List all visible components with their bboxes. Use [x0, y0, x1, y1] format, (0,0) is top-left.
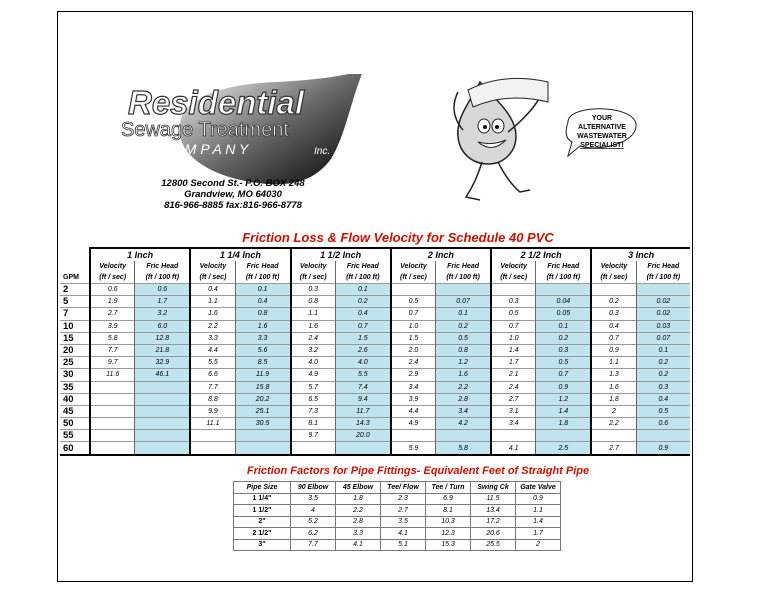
- fric-head-cell: 3.3: [235, 332, 290, 344]
- table-row: [60, 430, 690, 442]
- fric-head-cell: [536, 430, 591, 442]
- fric-head-cell: 3.2: [135, 308, 190, 320]
- pipe-size-header: 3 Inch: [591, 248, 690, 261]
- velocity-cell: 3.3: [190, 332, 235, 344]
- fitting-value-cell: 0.9: [516, 493, 561, 505]
- fric-head-cell: 0.1: [436, 308, 491, 320]
- velocity-cell: 3.4: [391, 381, 436, 393]
- fitting-value-cell: 2.7: [381, 505, 426, 517]
- fric-head-cell: 1.8: [536, 418, 591, 430]
- fric-head-cell: 14.3: [335, 418, 390, 430]
- fric-head-cell: 0.2: [436, 320, 491, 332]
- fric-head-cell: 0.03: [636, 320, 690, 332]
- pipe-size-header-row: [60, 248, 690, 261]
- velocity-cell: 9.7: [90, 357, 135, 369]
- velocity-cell: 0.6: [90, 284, 135, 296]
- fitting-value-cell: 13.4: [471, 505, 516, 517]
- company-address: [133, 178, 333, 211]
- fric-head-cell: 0.8: [235, 308, 290, 320]
- fric-head-header: Fric Head: [135, 261, 190, 272]
- velocity-cell: [591, 284, 636, 296]
- fric-head-cell: 0.02: [636, 308, 690, 320]
- velocity-cell: 5.7: [291, 381, 336, 393]
- gpm-value: 5: [60, 296, 90, 308]
- velocity-cell: 3.2: [291, 344, 336, 356]
- table-row: [60, 308, 690, 320]
- fric-head-cell: 0.5: [436, 332, 491, 344]
- fitting-value-cell: 2.2: [336, 505, 381, 517]
- velocity-cell: [491, 430, 536, 442]
- address-line2: Grandview, MO 64030: [184, 189, 282, 200]
- fitting-value-cell: 8.1: [426, 505, 471, 517]
- fric-head-cell: 5.6: [235, 344, 290, 356]
- table-row: [60, 357, 690, 369]
- fitting-value-cell: 2.3: [381, 493, 426, 505]
- fric-head-cell: 0.1: [636, 344, 690, 356]
- velocity-unit: (ft / sec): [190, 272, 235, 284]
- logo-name-line2: Sewage Treatment: [121, 119, 289, 141]
- fitting-value-cell: 3.5: [381, 516, 426, 528]
- gpm-value: 10: [60, 320, 90, 332]
- fric-head-cell: [135, 418, 190, 430]
- fric-head-cell: 20.2: [235, 393, 290, 405]
- header-spacer: [60, 248, 90, 261]
- velocity-cell: [291, 442, 336, 455]
- fitting-value-cell: 6.9: [426, 493, 471, 505]
- velocity-cell: 6.6: [190, 369, 235, 381]
- velocity-cell: 5.8: [90, 332, 135, 344]
- velocity-header: Velocity: [591, 261, 636, 272]
- velocity-cell: 2.2: [591, 418, 636, 430]
- fric-head-cell: 1.7: [135, 296, 190, 308]
- fric-head-cell: [235, 442, 290, 455]
- fric-head-cell: [135, 442, 190, 455]
- table-row: [60, 284, 690, 296]
- logo-name-line1: Residential: [128, 84, 305, 121]
- velocity-cell: 7.7: [190, 381, 235, 393]
- velocity-unit: (ft / sec): [90, 272, 135, 284]
- velocity-header: Velocity: [90, 261, 135, 272]
- fric-head-cell: 1.2: [436, 357, 491, 369]
- fric-head-cell: 46.1: [135, 369, 190, 381]
- fric-head-cell: 15.8: [235, 381, 290, 393]
- fric-head-cell: 0.6: [636, 418, 690, 430]
- velocity-cell: 3.9: [391, 393, 436, 405]
- velocity-cell: 2.9: [391, 369, 436, 381]
- fric-head-cell: 32.9: [135, 357, 190, 369]
- company-logo: [116, 74, 398, 194]
- velocity-cell: 2.4: [491, 381, 536, 393]
- fittings-row: [234, 528, 561, 540]
- fric-head-cell: 0.07: [436, 296, 491, 308]
- fric-head-cell: 5.5: [335, 369, 390, 381]
- fitting-value-cell: 25.5: [471, 539, 516, 551]
- fric-head-cell: 0.8: [436, 344, 491, 356]
- velocity-cell: 0.7: [491, 320, 536, 332]
- velocity-cell: [190, 442, 235, 455]
- bubble-line3: WASTEWATER: [577, 133, 627, 140]
- fric-head-cell: 0.1: [235, 284, 290, 296]
- fric-head-cell: 2.8: [436, 393, 491, 405]
- fric-head-unit: (ft / 100 ft): [436, 272, 491, 284]
- fric-head-cell: 20.0: [335, 430, 390, 442]
- fittings-row: [234, 505, 561, 517]
- fric-head-cell: 0.9: [536, 381, 591, 393]
- velocity-cell: 0.5: [391, 296, 436, 308]
- pipe-size-header: 2 Inch: [391, 248, 491, 261]
- velocity-cell: 11.1: [190, 418, 235, 430]
- fric-head-cell: 5.8: [436, 442, 491, 455]
- fric-head-cell: 0.7: [335, 320, 390, 332]
- fric-head-header: Fric Head: [536, 261, 591, 272]
- fitting-value-cell: 3.3: [336, 528, 381, 540]
- pipe-size-header: 1 1/4 Inch: [190, 248, 290, 261]
- fric-head-cell: [135, 405, 190, 417]
- velocity-cell: [90, 430, 135, 442]
- gpm-value: 25: [60, 357, 90, 369]
- fric-head-header: Fric Head: [335, 261, 390, 272]
- fric-head-unit: (ft / 100 ft): [536, 272, 591, 284]
- gpm-value: 45: [60, 405, 90, 417]
- velocity-cell: 0.7: [391, 308, 436, 320]
- fric-head-cell: [436, 430, 491, 442]
- velocity-cell: 2.4: [291, 332, 336, 344]
- velocity-cell: 1.8: [591, 393, 636, 405]
- gpm-value: 55: [60, 430, 90, 442]
- gpm-value: 50: [60, 418, 90, 430]
- fric-head-unit: (ft / 100 ft): [235, 272, 290, 284]
- fitting-value-cell: 20.6: [471, 528, 516, 540]
- velocity-unit: (ft / sec): [291, 272, 336, 284]
- velocity-cell: 2.0: [391, 344, 436, 356]
- fric-head-cell: 9.4: [335, 393, 390, 405]
- velocity-cell: 2.2: [190, 320, 235, 332]
- fitting-value-cell: 5.1: [381, 539, 426, 551]
- fitting-value-cell: 4.1: [381, 528, 426, 540]
- gpm-value: 35: [60, 381, 90, 393]
- velocity-cell: 11.6: [90, 369, 135, 381]
- address-line1: 12800 Second St.- P.O. BOX 248: [161, 178, 305, 189]
- document-page: [57, 11, 693, 582]
- table-row: [60, 442, 690, 455]
- fittings-table-title: Friction Factors for Pipe Fittings- Equivalent Feet of Straight Pipe: [246, 465, 590, 477]
- velocity-cell: 2.1: [491, 369, 536, 381]
- fric-head-cell: 4.2: [436, 418, 491, 430]
- fittings-row: [234, 539, 561, 551]
- velocity-cell: 3.4: [491, 418, 536, 430]
- velocity-cell: 1.7: [491, 357, 536, 369]
- velocity-cell: 2.7: [591, 442, 636, 455]
- velocity-unit: (ft / sec): [591, 272, 636, 284]
- fric-head-cell: 30.5: [235, 418, 290, 430]
- velocity-cell: 1.5: [391, 332, 436, 344]
- velocity-cell: 4.4: [391, 405, 436, 417]
- fric-head-unit: (ft / 100 ft): [135, 272, 190, 284]
- pipe-size-cell: 2": [234, 516, 291, 528]
- fric-head-cell: 7.4: [335, 381, 390, 393]
- fitting-value-cell: 3.5: [291, 493, 336, 505]
- fric-head-cell: 3.4: [436, 405, 491, 417]
- fittings-header-cell: Gate Valve: [516, 482, 561, 494]
- velocity-unit: (ft / sec): [491, 272, 536, 284]
- fittings-header-cell: Tee/ Flow: [381, 482, 426, 494]
- fittings-row: [234, 516, 561, 528]
- velocity-cell: 9.7: [291, 430, 336, 442]
- fric-head-cell: 0.3: [636, 381, 690, 393]
- fric-head-cell: [235, 430, 290, 442]
- velocity-cell: [90, 381, 135, 393]
- velocity-cell: 1.0: [391, 320, 436, 332]
- bubble-line4: SPECIALIST!: [580, 142, 624, 149]
- fric-head-cell: 11.7: [335, 405, 390, 417]
- velocity-cell: 2.4: [391, 357, 436, 369]
- fric-head-cell: 0.02: [636, 296, 690, 308]
- velocity-cell: 4.9: [291, 369, 336, 381]
- gpm-value: 20: [60, 344, 90, 356]
- velocity-cell: [491, 284, 536, 296]
- gpm-label: GPM: [63, 274, 79, 281]
- pipe-size-header: 1 1/2 Inch: [291, 248, 391, 261]
- pipe-size-cell: 3": [234, 539, 291, 551]
- fric-head-cell: 0.9: [636, 442, 690, 455]
- gpm-value: 30: [60, 369, 90, 381]
- pipe-size-header: 2 1/2 Inch: [491, 248, 591, 261]
- fric-head-cell: 0.2: [335, 296, 390, 308]
- pipe-size-cell: 1 1/2": [234, 505, 291, 517]
- fric-head-cell: [536, 284, 591, 296]
- fric-head-cell: 2.6: [335, 344, 390, 356]
- velocity-cell: 7.3: [291, 405, 336, 417]
- fitting-value-cell: 12.3: [426, 528, 471, 540]
- velocity-cell: 1.1: [591, 357, 636, 369]
- velocity-cell: 8.8: [190, 393, 235, 405]
- fric-head-cell: 0.4: [235, 296, 290, 308]
- table-row: [60, 418, 690, 430]
- gpm-value: 2: [60, 284, 90, 296]
- velocity-cell: 6.5: [291, 393, 336, 405]
- fitting-value-cell: 2: [516, 539, 561, 551]
- pipe-fittings-table: [233, 481, 561, 551]
- fric-head-header: Fric Head: [636, 261, 690, 272]
- fric-head-cell: 0.2: [536, 332, 591, 344]
- velocity-cell: 9.9: [190, 405, 235, 417]
- velocity-cell: 1.6: [291, 320, 336, 332]
- gpm-value: 40: [60, 393, 90, 405]
- logo-name-suffix: Inc.: [314, 146, 331, 157]
- velocity-cell: 0.3: [491, 296, 536, 308]
- fric-head-cell: 0.4: [636, 393, 690, 405]
- fric-head-cell: 0.07: [636, 332, 690, 344]
- fric-head-cell: 8.5: [235, 357, 290, 369]
- velocity-cell: 0.4: [591, 320, 636, 332]
- fric-head-header: Fric Head: [235, 261, 290, 272]
- velocity-cell: 5.9: [391, 442, 436, 455]
- gpm-value: 7: [60, 308, 90, 320]
- fric-head-cell: 0.2: [636, 357, 690, 369]
- fitting-value-cell: 1.1: [516, 505, 561, 517]
- fitting-value-cell: 2.8: [336, 516, 381, 528]
- fittings-header-cell: 45 Elbow: [336, 482, 381, 494]
- water-drop-mascot: [408, 52, 648, 212]
- table-row: [60, 405, 690, 417]
- fittings-header-cell: Tee / Turn: [426, 482, 471, 494]
- fric-head-cell: 0.04: [536, 296, 591, 308]
- fitting-value-cell: 6.2: [291, 528, 336, 540]
- velocity-cell: 0.2: [591, 296, 636, 308]
- velocity-cell: 0.8: [291, 296, 336, 308]
- fitting-value-cell: 4.1: [336, 539, 381, 551]
- fric-head-cell: 0.2: [636, 369, 690, 381]
- fric-head-cell: 0.1: [335, 284, 390, 296]
- pipe-size-cell: 1 1/4": [234, 493, 291, 505]
- fric-head-cell: 0.4: [335, 308, 390, 320]
- fric-head-cell: 2.5: [536, 442, 591, 455]
- velocity-cell: 3.1: [491, 405, 536, 417]
- unit-header-row: [60, 272, 690, 284]
- address-line3: 816-966-8885 fax:816-966-8778: [164, 200, 302, 211]
- table-row: [60, 381, 690, 393]
- table-row: [60, 344, 690, 356]
- velocity-cell: 3.9: [90, 320, 135, 332]
- fric-head-header: Fric Head: [436, 261, 491, 272]
- gpm-value: 60: [60, 442, 90, 455]
- fric-head-cell: [135, 430, 190, 442]
- fric-head-cell: 11.9: [235, 369, 290, 381]
- fitting-value-cell: 4: [291, 505, 336, 517]
- velocity-cell: 4.4: [190, 344, 235, 356]
- fric-head-cell: 0.6: [135, 284, 190, 296]
- fric-head-cell: 0.7: [536, 369, 591, 381]
- fric-head-cell: 2.2: [436, 381, 491, 393]
- velocity-cell: 2: [591, 405, 636, 417]
- velocity-cell: 1.6: [190, 308, 235, 320]
- fric-head-cell: 4.0: [335, 357, 390, 369]
- velocity-cell: 1.3: [591, 369, 636, 381]
- velocity-cell: [90, 442, 135, 455]
- friction-loss-table: [60, 247, 690, 456]
- fric-head-cell: 0.05: [536, 308, 591, 320]
- fric-head-cell: 21.8: [135, 344, 190, 356]
- table-row: [60, 369, 690, 381]
- velocity-cell: 0.3: [291, 284, 336, 296]
- fric-head-unit: (ft / 100 ft): [636, 272, 690, 284]
- velocity-cell: 1.0: [491, 332, 536, 344]
- velocity-cell: [90, 393, 135, 405]
- fitting-value-cell: 11.5: [471, 493, 516, 505]
- bubble-line1: YOUR: [591, 115, 613, 122]
- velocity-header: Velocity: [190, 261, 235, 272]
- velocity-cell: 8.1: [291, 418, 336, 430]
- velocity-cell: [90, 418, 135, 430]
- gpm-spacer: [60, 261, 90, 272]
- fric-head-cell: 1.5: [335, 332, 390, 344]
- fric-head-cell: 0.5: [636, 405, 690, 417]
- velocity-header: Velocity: [291, 261, 336, 272]
- fitting-value-cell: 1.8: [336, 493, 381, 505]
- fittings-header-cell: Swing Ck: [471, 482, 516, 494]
- velocity-unit: (ft / sec): [391, 272, 436, 284]
- velocity-cell: 4.9: [391, 418, 436, 430]
- fric-head-cell: [636, 430, 690, 442]
- fric-head-cell: [335, 442, 390, 455]
- velocity-cell: [90, 405, 135, 417]
- fric-head-unit: (ft / 100 ft): [335, 272, 390, 284]
- fitting-value-cell: 7.7: [291, 539, 336, 551]
- fric-head-cell: 25.1: [235, 405, 290, 417]
- velocity-cell: 1.9: [90, 296, 135, 308]
- velocity-cell: 5.5: [190, 357, 235, 369]
- logo-name-line3: C O M P A N Y: [156, 141, 249, 157]
- pipe-size-header: 1 Inch: [90, 248, 190, 261]
- velocity-cell: 0.4: [190, 284, 235, 296]
- fittings-header-row: [234, 482, 561, 494]
- velocity-header: Velocity: [391, 261, 436, 272]
- velocity-cell: 7.7: [90, 344, 135, 356]
- velocity-cell: 0.7: [591, 332, 636, 344]
- velocity-cell: 0.5: [491, 308, 536, 320]
- velocity-header: Velocity: [491, 261, 536, 272]
- friction-table-title: Friction Loss & Flow Velocity for Schedule 40 PVC: [242, 230, 554, 245]
- fric-head-cell: [135, 381, 190, 393]
- velocity-cell: [591, 430, 636, 442]
- fric-head-cell: 1.6: [235, 320, 290, 332]
- fric-head-cell: 0.5: [536, 357, 591, 369]
- fittings-header-cell: 90 Elbow: [291, 482, 336, 494]
- velocity-cell: [391, 430, 436, 442]
- fitting-value-cell: 1.7: [516, 528, 561, 540]
- velocity-cell: 0.3: [591, 308, 636, 320]
- column-header-row: [60, 261, 690, 272]
- table-row: [60, 320, 690, 332]
- velocity-cell: 4.0: [291, 357, 336, 369]
- gpm-value: 15: [60, 332, 90, 344]
- fitting-value-cell: 17.2: [471, 516, 516, 528]
- velocity-cell: 1.4: [491, 344, 536, 356]
- velocity-cell: 2.7: [491, 393, 536, 405]
- bubble-line2: ALTERNATIVE: [578, 124, 626, 131]
- velocity-cell: 1.1: [190, 296, 235, 308]
- velocity-cell: [391, 284, 436, 296]
- table-row: [60, 296, 690, 308]
- velocity-cell: 2.7: [90, 308, 135, 320]
- fitting-value-cell: 5.2: [291, 516, 336, 528]
- fric-head-cell: 0.1: [536, 320, 591, 332]
- velocity-cell: 0.9: [591, 344, 636, 356]
- fric-head-cell: 6.0: [135, 320, 190, 332]
- velocity-cell: 1.6: [591, 381, 636, 393]
- velocity-cell: 4.1: [491, 442, 536, 455]
- fric-head-cell: 0.3: [536, 344, 591, 356]
- fitting-value-cell: 10.3: [426, 516, 471, 528]
- fric-head-cell: 12.8: [135, 332, 190, 344]
- fric-head-cell: 1.4: [536, 405, 591, 417]
- pipe-size-cell: 2 1/2": [234, 528, 291, 540]
- table-row: [60, 332, 690, 344]
- velocity-cell: [190, 430, 235, 442]
- table-row: [60, 393, 690, 405]
- fric-head-cell: [135, 393, 190, 405]
- fric-head-cell: [636, 284, 690, 296]
- fittings-header-cell: Pipe Size: [234, 482, 291, 494]
- fric-head-cell: 1.2: [536, 393, 591, 405]
- fittings-row: [234, 493, 561, 505]
- velocity-cell: 1.1: [291, 308, 336, 320]
- fitting-value-cell: 15.3: [426, 539, 471, 551]
- fric-head-cell: 1.6: [436, 369, 491, 381]
- fric-head-cell: [436, 284, 491, 296]
- fitting-value-cell: 1.4: [516, 516, 561, 528]
